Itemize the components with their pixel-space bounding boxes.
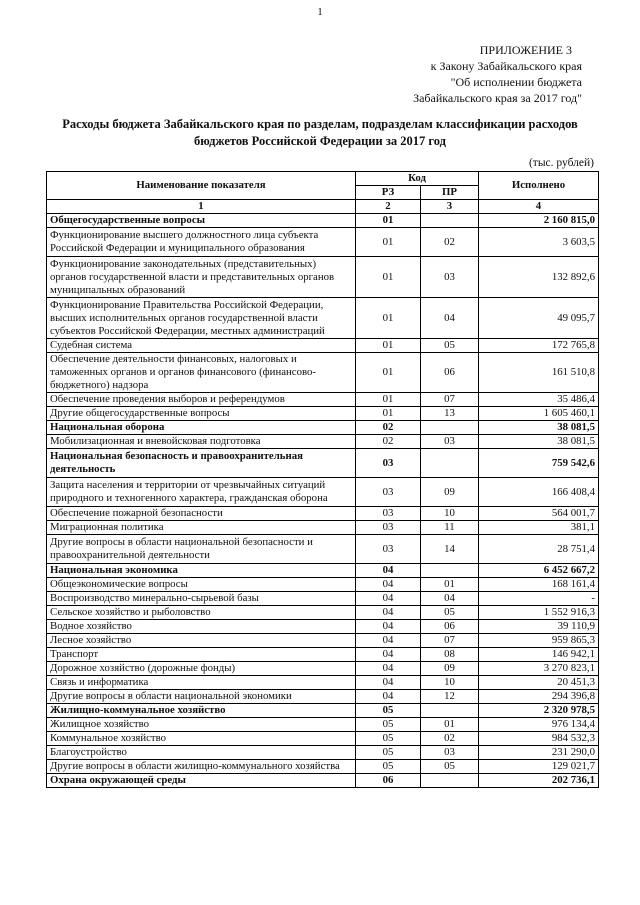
row-pr: 04: [421, 298, 479, 339]
row-name: Другие общегосударственные вопросы: [47, 407, 356, 421]
row-name: Жилищно-коммунальное хозяйство: [47, 704, 356, 718]
page-number: 1: [317, 6, 323, 18]
table-row: [47, 774, 599, 788]
table-row: [47, 449, 599, 478]
table-row: [47, 606, 599, 620]
row-pr: 09: [421, 478, 479, 507]
row-rz: 01: [356, 257, 421, 298]
row-name: Другие вопросы в области национальной безопасности и правоохранительной деятельности: [47, 535, 356, 564]
table-row: [47, 478, 599, 507]
table-row: [47, 718, 599, 732]
row-pr: 14: [421, 535, 479, 564]
row-value: 38 081,5: [479, 421, 599, 435]
table-row: [47, 648, 599, 662]
row-value: 3 603,5: [479, 228, 599, 257]
row-value: 161 510,8: [479, 353, 599, 393]
table-row: [47, 662, 599, 676]
header-col-2: 2: [356, 200, 421, 214]
row-value: 1 605 460,1: [479, 407, 599, 421]
row-pr: 04: [421, 592, 479, 606]
row-rz: 04: [356, 606, 421, 620]
row-value: 564 001,7: [479, 507, 599, 521]
row-rz: 04: [356, 564, 421, 578]
row-pr: [421, 449, 479, 478]
row-name: Жилищное хозяйство: [47, 718, 356, 732]
table-row: [47, 564, 599, 578]
row-rz: 04: [356, 578, 421, 592]
row-name: Воспроизводство минерально-сырьевой базы: [47, 592, 356, 606]
row-rz: 05: [356, 704, 421, 718]
header-name: Наименование показателя: [47, 172, 356, 200]
row-pr: 03: [421, 435, 479, 449]
row-rz: 03: [356, 521, 421, 535]
row-value: -: [479, 592, 599, 606]
row-pr: 03: [421, 257, 479, 298]
table-row: [47, 690, 599, 704]
row-name: Обеспечение деятельности финансовых, налоговых и таможенных органов и органов финансового (финансово-бюджетного) надзора: [47, 353, 356, 393]
table-row: [47, 535, 599, 564]
row-rz: 04: [356, 662, 421, 676]
row-rz: 04: [356, 592, 421, 606]
row-pr: 05: [421, 606, 479, 620]
row-pr: [421, 214, 479, 228]
table-row: [47, 592, 599, 606]
row-pr: 03: [421, 746, 479, 760]
document-title: [40, 116, 600, 150]
header-rz: РЗ: [356, 186, 421, 200]
row-rz: 02: [356, 435, 421, 449]
header-executed: Исполнено: [479, 172, 599, 200]
table-row: [47, 393, 599, 407]
row-value: 35 486,4: [479, 393, 599, 407]
row-name: Миграционная политика: [47, 521, 356, 535]
row-name: Лесное хозяйство: [47, 634, 356, 648]
row-name: Национальная оборона: [47, 421, 356, 435]
row-name: Национальная экономика: [47, 564, 356, 578]
row-value: 2 320 978,5: [479, 704, 599, 718]
row-pr: 06: [421, 353, 479, 393]
header-code: Код: [356, 172, 479, 186]
row-rz: 03: [356, 478, 421, 507]
row-value: 2 160 815,0: [479, 214, 599, 228]
row-name: Функционирование Правительства Российской Федерации, высших исполнительных органов государственной власти субъектов Российской Федерации, местных администраций: [47, 298, 356, 339]
row-name: Связь и информатика: [47, 676, 356, 690]
row-name: Охрана окружающей среды: [47, 774, 356, 788]
row-rz: 05: [356, 732, 421, 746]
row-rz: 01: [356, 407, 421, 421]
row-pr: 10: [421, 507, 479, 521]
row-rz: 05: [356, 718, 421, 732]
row-rz: 04: [356, 620, 421, 634]
row-name: Сельское хозяйство и рыболовство: [47, 606, 356, 620]
table-row: [47, 298, 599, 339]
row-pr: 06: [421, 620, 479, 634]
row-rz: 04: [356, 676, 421, 690]
appendix-line-2: "Об исполнении бюджета: [450, 75, 582, 89]
row-value: 231 290,0: [479, 746, 599, 760]
header-pr: ПР: [421, 186, 479, 200]
row-rz: 01: [356, 393, 421, 407]
row-value: 28 751,4: [479, 535, 599, 564]
header-col-3: 3: [421, 200, 479, 214]
row-value: 6 452 667,2: [479, 564, 599, 578]
table-row: [47, 634, 599, 648]
row-rz: 03: [356, 507, 421, 521]
title-line-2: бюджетов Российской Федерации за 2017 год: [194, 134, 446, 148]
row-rz: 05: [356, 746, 421, 760]
row-pr: [421, 421, 479, 435]
table-row: [47, 339, 599, 353]
row-name: Защита населения и территории от чрезвычайных ситуаций природного и техногенного характера, гражданская оборона: [47, 478, 356, 507]
row-value: 166 408,4: [479, 478, 599, 507]
row-rz: 01: [356, 339, 421, 353]
header-col-4: 4: [479, 200, 599, 214]
table-row: [47, 214, 599, 228]
row-name: Обеспечение проведения выборов и референдумов: [47, 393, 356, 407]
row-value: 1 552 916,3: [479, 606, 599, 620]
row-name: Дорожное хозяйство (дорожные фонды): [47, 662, 356, 676]
table-row: [47, 407, 599, 421]
row-rz: 04: [356, 690, 421, 704]
row-rz: 04: [356, 634, 421, 648]
row-rz: 01: [356, 298, 421, 339]
row-value: 132 892,6: [479, 257, 599, 298]
row-name: Другие вопросы в области национальной экономики: [47, 690, 356, 704]
row-pr: 05: [421, 339, 479, 353]
row-pr: 02: [421, 228, 479, 257]
row-pr: 11: [421, 521, 479, 535]
row-value: 976 134,4: [479, 718, 599, 732]
row-pr: 02: [421, 732, 479, 746]
table-row: [47, 507, 599, 521]
table-row: [47, 746, 599, 760]
row-value: 20 451,3: [479, 676, 599, 690]
table-row: [47, 620, 599, 634]
row-name: Благоустройство: [47, 746, 356, 760]
table-row: [47, 228, 599, 257]
row-rz: 05: [356, 760, 421, 774]
row-pr: 05: [421, 760, 479, 774]
row-value: 959 865,3: [479, 634, 599, 648]
row-value: 294 396,8: [479, 690, 599, 704]
row-pr: 01: [421, 578, 479, 592]
appendix-line-1: к Закону Забайкальского края: [430, 59, 582, 73]
row-name: Коммунальное хозяйство: [47, 732, 356, 746]
table-header: [47, 172, 599, 214]
row-rz: 01: [356, 353, 421, 393]
row-value: 168 161,4: [479, 578, 599, 592]
row-rz: 02: [356, 421, 421, 435]
row-value: 39 110,9: [479, 620, 599, 634]
row-rz: 03: [356, 449, 421, 478]
appendix-line-3: Забайкальского края за 2017 год": [413, 91, 582, 105]
table-row: [47, 676, 599, 690]
row-rz: 01: [356, 214, 421, 228]
row-pr: 01: [421, 718, 479, 732]
row-name: Общеэкономические вопросы: [47, 578, 356, 592]
table-row: [47, 257, 599, 298]
row-pr: 08: [421, 648, 479, 662]
units-label: (тыс. рублей): [528, 157, 594, 169]
row-pr: 07: [421, 634, 479, 648]
row-value: 38 081,5: [479, 435, 599, 449]
row-value: 49 095,7: [479, 298, 599, 339]
table-row: [47, 435, 599, 449]
row-pr: 07: [421, 393, 479, 407]
table-row: [47, 704, 599, 718]
table-row: [47, 421, 599, 435]
row-pr: [421, 564, 479, 578]
expenditure-table: [46, 171, 599, 788]
row-pr: [421, 704, 479, 718]
row-pr: 13: [421, 407, 479, 421]
row-name: Национальная безопасность и правоохранительная деятельность: [47, 449, 356, 478]
appendix-title: ПРИЛОЖЕНИЕ 3: [479, 43, 572, 57]
row-name: Мобилизационная и вневойсковая подготовка: [47, 435, 356, 449]
header-col-1: 1: [47, 200, 356, 214]
row-value: 146 942,1: [479, 648, 599, 662]
row-value: 984 532,3: [479, 732, 599, 746]
row-name: Обеспечение пожарной безопасности: [47, 507, 356, 521]
row-name: Судебная система: [47, 339, 356, 353]
title-line-1: Расходы бюджета Забайкальского края по разделам, подразделам классификации расходов: [62, 117, 578, 131]
row-value: 381,1: [479, 521, 599, 535]
appendix-header: [413, 42, 582, 106]
table-body: [47, 214, 599, 788]
row-name: Водное хозяйство: [47, 620, 356, 634]
table-row: [47, 353, 599, 393]
row-value: 759 542,6: [479, 449, 599, 478]
row-value: 202 736,1: [479, 774, 599, 788]
table-row: [47, 578, 599, 592]
row-name: Общегосударственные вопросы: [47, 214, 356, 228]
table-row: [47, 732, 599, 746]
table-row: [47, 760, 599, 774]
row-value: 172 765,8: [479, 339, 599, 353]
row-value: 3 270 823,1: [479, 662, 599, 676]
row-value: 129 021,7: [479, 760, 599, 774]
row-name: Функционирование высшего должностного лица субъекта Российской Федерации и муниципального образования: [47, 228, 356, 257]
row-rz: 06: [356, 774, 421, 788]
row-name: Другие вопросы в области жилищно-коммунального хозяйства: [47, 760, 356, 774]
row-name: Транспорт: [47, 648, 356, 662]
table-row: [47, 521, 599, 535]
row-pr: 10: [421, 676, 479, 690]
row-rz: 04: [356, 648, 421, 662]
row-rz: 01: [356, 228, 421, 257]
row-name: Функционирование законодательных (представительных) органов государственной власти и представительных органов муниципальных образований: [47, 257, 356, 298]
row-pr: [421, 774, 479, 788]
row-pr: 12: [421, 690, 479, 704]
row-rz: 03: [356, 535, 421, 564]
row-pr: 09: [421, 662, 479, 676]
